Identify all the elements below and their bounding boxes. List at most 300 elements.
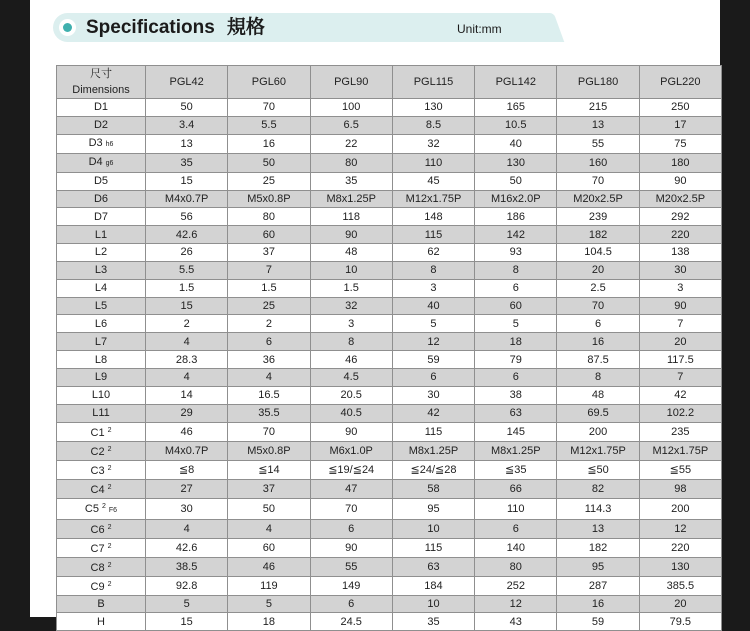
dimension-name: L4 [94, 282, 108, 295]
table-cell: 70 [310, 498, 392, 519]
table-cell: 92.8 [146, 576, 228, 595]
dimension-name: H [97, 615, 105, 628]
table-cell: 10 [392, 519, 474, 538]
table-cell: 5.5 [146, 261, 228, 279]
table-cell: 58 [392, 479, 474, 498]
table-cell: 119 [228, 576, 310, 595]
table-cell: M12x1.75P [392, 190, 474, 208]
table-cell: 186 [475, 208, 557, 226]
table-cell: 16.5 [228, 386, 310, 404]
table-row [57, 538, 722, 557]
dimension-label [57, 190, 146, 208]
table-cell: M8x1.25P [310, 190, 392, 208]
table-cell: 6 [228, 333, 310, 351]
table-cell: 48 [310, 244, 392, 262]
table-cell: 182 [557, 538, 639, 557]
table-cell: 90 [639, 297, 721, 315]
table-cell: 35 [146, 153, 228, 172]
table-cell: 5 [392, 315, 474, 333]
table-cell: 1.5 [228, 279, 310, 297]
table-cell: 292 [639, 208, 721, 226]
table-cell: 385.5 [639, 576, 721, 595]
table-cell: 40.5 [310, 404, 392, 422]
table-cell: 4 [146, 519, 228, 538]
table-row [57, 422, 722, 441]
dimension-name: D3 [88, 136, 103, 149]
table-cell: 7 [228, 261, 310, 279]
table-cell: 4.5 [310, 368, 392, 386]
table-cell: 20 [639, 595, 721, 613]
table-cell: 250 [639, 99, 721, 117]
table-cell: M12x1.75P [639, 441, 721, 460]
table-cell: 42.6 [146, 226, 228, 244]
table-cell: 8 [475, 261, 557, 279]
table-cell: 20.5 [310, 386, 392, 404]
table-cell: 46 [310, 351, 392, 369]
table-cell: 138 [639, 244, 721, 262]
table-cell: ≦50 [557, 460, 639, 479]
table-cell: 37 [228, 479, 310, 498]
table-cell: 102.2 [639, 404, 721, 422]
dimensions-header-en: Dimensions [72, 84, 130, 96]
dimension-label [57, 99, 146, 117]
table-cell: 37 [228, 244, 310, 262]
table-row [57, 595, 722, 613]
model-header-pgl220: PGL220 [639, 66, 721, 99]
table-cell: 130 [475, 153, 557, 172]
dimension-label [57, 297, 146, 315]
dimension-label [57, 134, 146, 153]
table-row [57, 134, 722, 153]
table-cell: 13 [146, 134, 228, 153]
table-cell: 16 [228, 134, 310, 153]
table-cell: M4x0.7P [146, 441, 228, 460]
dimension-label [57, 315, 146, 333]
dimension-label [57, 244, 146, 262]
table-cell: 47 [310, 479, 392, 498]
dimension-label [57, 261, 146, 279]
dimension-name: D2 [93, 119, 109, 132]
table-cell: 66 [475, 479, 557, 498]
dimension-tolerance: h6 [105, 140, 114, 148]
table-cell: 90 [310, 538, 392, 557]
dimension-label [57, 519, 146, 538]
table-cell: 6.5 [310, 116, 392, 134]
table-cell: 70 [228, 99, 310, 117]
dimension-label [57, 538, 146, 557]
table-cell: 7 [639, 315, 721, 333]
table-cell: 98 [639, 479, 721, 498]
table-cell: 43 [475, 613, 557, 631]
section-header [53, 13, 549, 42]
table-cell: 80 [475, 557, 557, 576]
table-cell: 20 [557, 261, 639, 279]
bullet-circle-icon [59, 19, 76, 36]
spec-sheet [30, 0, 720, 628]
dimension-name: C1 [90, 426, 105, 439]
model-header-pgl42: PGL42 [146, 66, 228, 99]
table-cell: 95 [392, 498, 474, 519]
dimension-name: L3 [94, 264, 108, 277]
table-row [57, 404, 722, 422]
table-cell: 5 [475, 315, 557, 333]
table-cell: 160 [557, 153, 639, 172]
dimension-label [57, 441, 146, 460]
table-cell: 5 [146, 595, 228, 613]
model-header-pgl180: PGL180 [557, 66, 639, 99]
dimension-name: C6 [90, 523, 105, 536]
table-cell: ≦24/≦28 [392, 460, 474, 479]
dimension-label [57, 460, 146, 479]
dimensions-header-cn: 尺寸 [90, 68, 112, 80]
table-cell: ≦8 [146, 460, 228, 479]
dimension-label [57, 557, 146, 576]
table-cell: 28.3 [146, 351, 228, 369]
dimension-label [57, 386, 146, 404]
table-row [57, 153, 722, 172]
dimension-label [57, 172, 146, 190]
model-header-pgl90: PGL90 [310, 66, 392, 99]
table-cell: 6 [475, 368, 557, 386]
table-row [57, 557, 722, 576]
table-cell: ≦14 [228, 460, 310, 479]
table-cell: 27 [146, 479, 228, 498]
dimension-superscript: 2 [107, 483, 112, 491]
table-cell: 26 [146, 244, 228, 262]
table-cell: 3 [639, 279, 721, 297]
dimension-superscript: 2 [107, 426, 112, 434]
dimension-label [57, 498, 146, 519]
table-cell: 3 [310, 315, 392, 333]
table-cell: 12 [475, 595, 557, 613]
table-cell: 38.5 [146, 557, 228, 576]
table-cell: 40 [392, 297, 474, 315]
table-cell: 115 [392, 538, 474, 557]
table-row [57, 99, 722, 117]
table-row [57, 479, 722, 498]
table-cell: M5x0.8P [228, 441, 310, 460]
table-cell: 110 [475, 498, 557, 519]
table-cell: M20x2.5P [557, 190, 639, 208]
dimension-name: L7 [94, 335, 108, 348]
table-cell: 38 [475, 386, 557, 404]
table-cell: 42 [392, 404, 474, 422]
table-cell: 69.5 [557, 404, 639, 422]
dimension-name: C4 [90, 483, 105, 496]
dimension-label [57, 422, 146, 441]
table-row [57, 172, 722, 190]
dimension-name: D5 [93, 175, 109, 188]
dimension-name: C2 [90, 445, 105, 458]
table-cell: 110 [392, 153, 474, 172]
dimension-superscript: 2 [107, 523, 112, 531]
table-cell: M4x0.7P [146, 190, 228, 208]
table-row [57, 315, 722, 333]
table-cell: 36 [228, 351, 310, 369]
model-header-pgl115: PGL115 [392, 66, 474, 99]
table-cell: 8 [557, 368, 639, 386]
table-row [57, 351, 722, 369]
table-cell: 215 [557, 99, 639, 117]
table-cell: 114.3 [557, 498, 639, 519]
table-cell: ≦19/≦24 [310, 460, 392, 479]
table-cell: 29 [146, 404, 228, 422]
table-cell: 6 [557, 315, 639, 333]
table-cell: 3.4 [146, 116, 228, 134]
table-cell: 79 [475, 351, 557, 369]
table-cell: 79.5 [639, 613, 721, 631]
dimension-name: L11 [92, 407, 110, 420]
table-cell: 130 [392, 99, 474, 117]
table-cell: 25 [228, 297, 310, 315]
dimension-name: L8 [94, 353, 108, 366]
dimension-label [57, 576, 146, 595]
table-cell: 60 [228, 538, 310, 557]
table-row [57, 460, 722, 479]
table-cell: 62 [392, 244, 474, 262]
table-cell: 149 [310, 576, 392, 595]
dimension-label [57, 226, 146, 244]
dimension-tolerance: g6 [105, 159, 114, 167]
table-cell: 90 [310, 226, 392, 244]
table-cell: M8x1.25P [475, 441, 557, 460]
table-cell: 32 [310, 297, 392, 315]
table-cell: 13 [557, 519, 639, 538]
dimension-name: C9 [90, 580, 105, 593]
dimension-name: L6 [94, 317, 108, 330]
dimension-superscript: 2 [107, 542, 112, 550]
table-cell: 30 [639, 261, 721, 279]
table-cell: 10.5 [475, 116, 557, 134]
model-header-pgl142: PGL142 [475, 66, 557, 99]
table-cell: 239 [557, 208, 639, 226]
table-cell: 6 [392, 368, 474, 386]
table-cell: 148 [392, 208, 474, 226]
table-cell: 15 [146, 172, 228, 190]
table-cell: 55 [310, 557, 392, 576]
table-cell: 50 [228, 498, 310, 519]
table-cell: 10 [392, 595, 474, 613]
table-cell: 56 [146, 208, 228, 226]
dimension-tolerance: F6 [108, 506, 118, 514]
table-cell: 6 [310, 519, 392, 538]
table-cell: 30 [146, 498, 228, 519]
table-cell: 100 [310, 99, 392, 117]
table-cell: 200 [557, 422, 639, 441]
table-cell: 70 [557, 172, 639, 190]
dimension-superscript: 2 [107, 561, 112, 569]
table-cell: ≦55 [639, 460, 721, 479]
dimension-superscript: 2 [107, 464, 112, 472]
dimension-label [57, 595, 146, 613]
table-cell: 2 [228, 315, 310, 333]
table-cell: M16x2.0P [475, 190, 557, 208]
table-cell: 63 [475, 404, 557, 422]
table-cell: 8 [392, 261, 474, 279]
table-cell: 4 [228, 519, 310, 538]
table-cell: 17 [639, 116, 721, 134]
dimension-name: D7 [93, 210, 109, 223]
table-cell: 70 [228, 422, 310, 441]
table-cell: 25 [228, 172, 310, 190]
table-cell: 82 [557, 479, 639, 498]
table-cell: 30 [392, 386, 474, 404]
table-cell: 16 [557, 595, 639, 613]
table-cell: 12 [392, 333, 474, 351]
table-cell: 130 [639, 557, 721, 576]
table-cell: 184 [392, 576, 474, 595]
table-cell: 220 [639, 538, 721, 557]
table-cell: 235 [639, 422, 721, 441]
table-cell: 3 [392, 279, 474, 297]
table-row [57, 244, 722, 262]
table-cell: 6 [475, 279, 557, 297]
table-header-row [57, 66, 722, 99]
table-cell: 115 [392, 226, 474, 244]
table-cell: 6 [475, 519, 557, 538]
table-cell: 140 [475, 538, 557, 557]
table-cell: 115 [392, 422, 474, 441]
dimension-superscript: 2 [107, 445, 112, 453]
table-body [57, 99, 722, 631]
title-en: Specifications [86, 17, 215, 38]
table-row [57, 576, 722, 595]
dimension-label [57, 153, 146, 172]
table-cell: 15 [146, 297, 228, 315]
table-cell: 117.5 [639, 351, 721, 369]
table-cell: M12x1.75P [557, 441, 639, 460]
dimension-label [57, 333, 146, 351]
table-cell: 2.5 [557, 279, 639, 297]
table-cell: 80 [228, 208, 310, 226]
table-cell: 12 [639, 519, 721, 538]
table-cell: 35.5 [228, 404, 310, 422]
dimension-name: C5 [84, 502, 99, 515]
section-title [86, 15, 265, 40]
spec-table [56, 65, 722, 631]
table-cell: 2 [146, 315, 228, 333]
table-cell: 1.5 [146, 279, 228, 297]
table-cell: 32 [392, 134, 474, 153]
table-cell: 55 [557, 134, 639, 153]
dimension-label [57, 404, 146, 422]
dimension-label [57, 279, 146, 297]
dimension-label [57, 479, 146, 498]
table-cell: M5x0.8P [228, 190, 310, 208]
table-cell: 50 [146, 99, 228, 117]
table-cell: 252 [475, 576, 557, 595]
table-cell: 75 [639, 134, 721, 153]
table-cell: 4 [228, 368, 310, 386]
dimension-label [57, 613, 146, 631]
table-cell: M20x2.5P [639, 190, 721, 208]
table-row [57, 498, 722, 519]
table-cell: 40 [475, 134, 557, 153]
table-cell: 145 [475, 422, 557, 441]
dimensions-header [57, 66, 146, 99]
dimension-name: L5 [94, 300, 108, 313]
dimension-name: L9 [94, 371, 108, 384]
table-cell: 8.5 [392, 116, 474, 134]
table-cell: 5 [228, 595, 310, 613]
dimension-label [57, 368, 146, 386]
table-cell: 60 [475, 297, 557, 315]
table-row [57, 226, 722, 244]
table-cell: 42 [639, 386, 721, 404]
table-cell: 46 [228, 557, 310, 576]
dimension-name: L1 [94, 228, 108, 241]
model-header-pgl60: PGL60 [228, 66, 310, 99]
table-cell: 90 [639, 172, 721, 190]
table-cell: 220 [639, 226, 721, 244]
table-cell: 60 [228, 226, 310, 244]
table-cell: 180 [639, 153, 721, 172]
table-cell: 6 [310, 595, 392, 613]
table-cell: 90 [310, 422, 392, 441]
table-cell: M6x1.0P [310, 441, 392, 460]
table-cell: 93 [475, 244, 557, 262]
table-cell: 4 [146, 368, 228, 386]
table-row [57, 368, 722, 386]
table-cell: 8 [310, 333, 392, 351]
table-cell: 5.5 [228, 116, 310, 134]
table-cell: 16 [557, 333, 639, 351]
table-row [57, 208, 722, 226]
table-cell: 20 [639, 333, 721, 351]
table-cell: 14 [146, 386, 228, 404]
dimension-superscript: 2 [107, 580, 112, 588]
table-cell: 35 [310, 172, 392, 190]
table-cell: 45 [392, 172, 474, 190]
table-cell: 18 [475, 333, 557, 351]
dimension-name: D6 [93, 192, 109, 205]
dimension-name: C3 [90, 464, 105, 477]
table-cell: 200 [639, 498, 721, 519]
table-cell: 118 [310, 208, 392, 226]
table-cell: 50 [228, 153, 310, 172]
table-cell: 63 [392, 557, 474, 576]
dimension-label [57, 351, 146, 369]
table-row [57, 333, 722, 351]
table-cell: ≦35 [475, 460, 557, 479]
dimension-name: L2 [94, 246, 108, 259]
table-cell: 80 [310, 153, 392, 172]
table-cell: 4 [146, 333, 228, 351]
table-cell: 70 [557, 297, 639, 315]
dimension-name: L10 [91, 389, 111, 402]
table-cell: M8x1.25P [392, 441, 474, 460]
table-row [57, 386, 722, 404]
table-cell: 95 [557, 557, 639, 576]
table-row [57, 261, 722, 279]
table-cell: 287 [557, 576, 639, 595]
table-cell: 50 [475, 172, 557, 190]
dimension-label [57, 116, 146, 134]
table-cell: 142 [475, 226, 557, 244]
table-cell: 182 [557, 226, 639, 244]
table-cell: 10 [310, 261, 392, 279]
dimension-name: D1 [93, 101, 109, 114]
table-cell: 59 [392, 351, 474, 369]
title-cn: 規格 [226, 17, 265, 38]
dimension-label [57, 208, 146, 226]
table-cell: 1.5 [310, 279, 392, 297]
table-cell: 104.5 [557, 244, 639, 262]
dimension-name: D4 [88, 155, 103, 168]
table-cell: 42.6 [146, 538, 228, 557]
dimension-name: C8 [90, 561, 105, 574]
table-cell: 48 [557, 386, 639, 404]
